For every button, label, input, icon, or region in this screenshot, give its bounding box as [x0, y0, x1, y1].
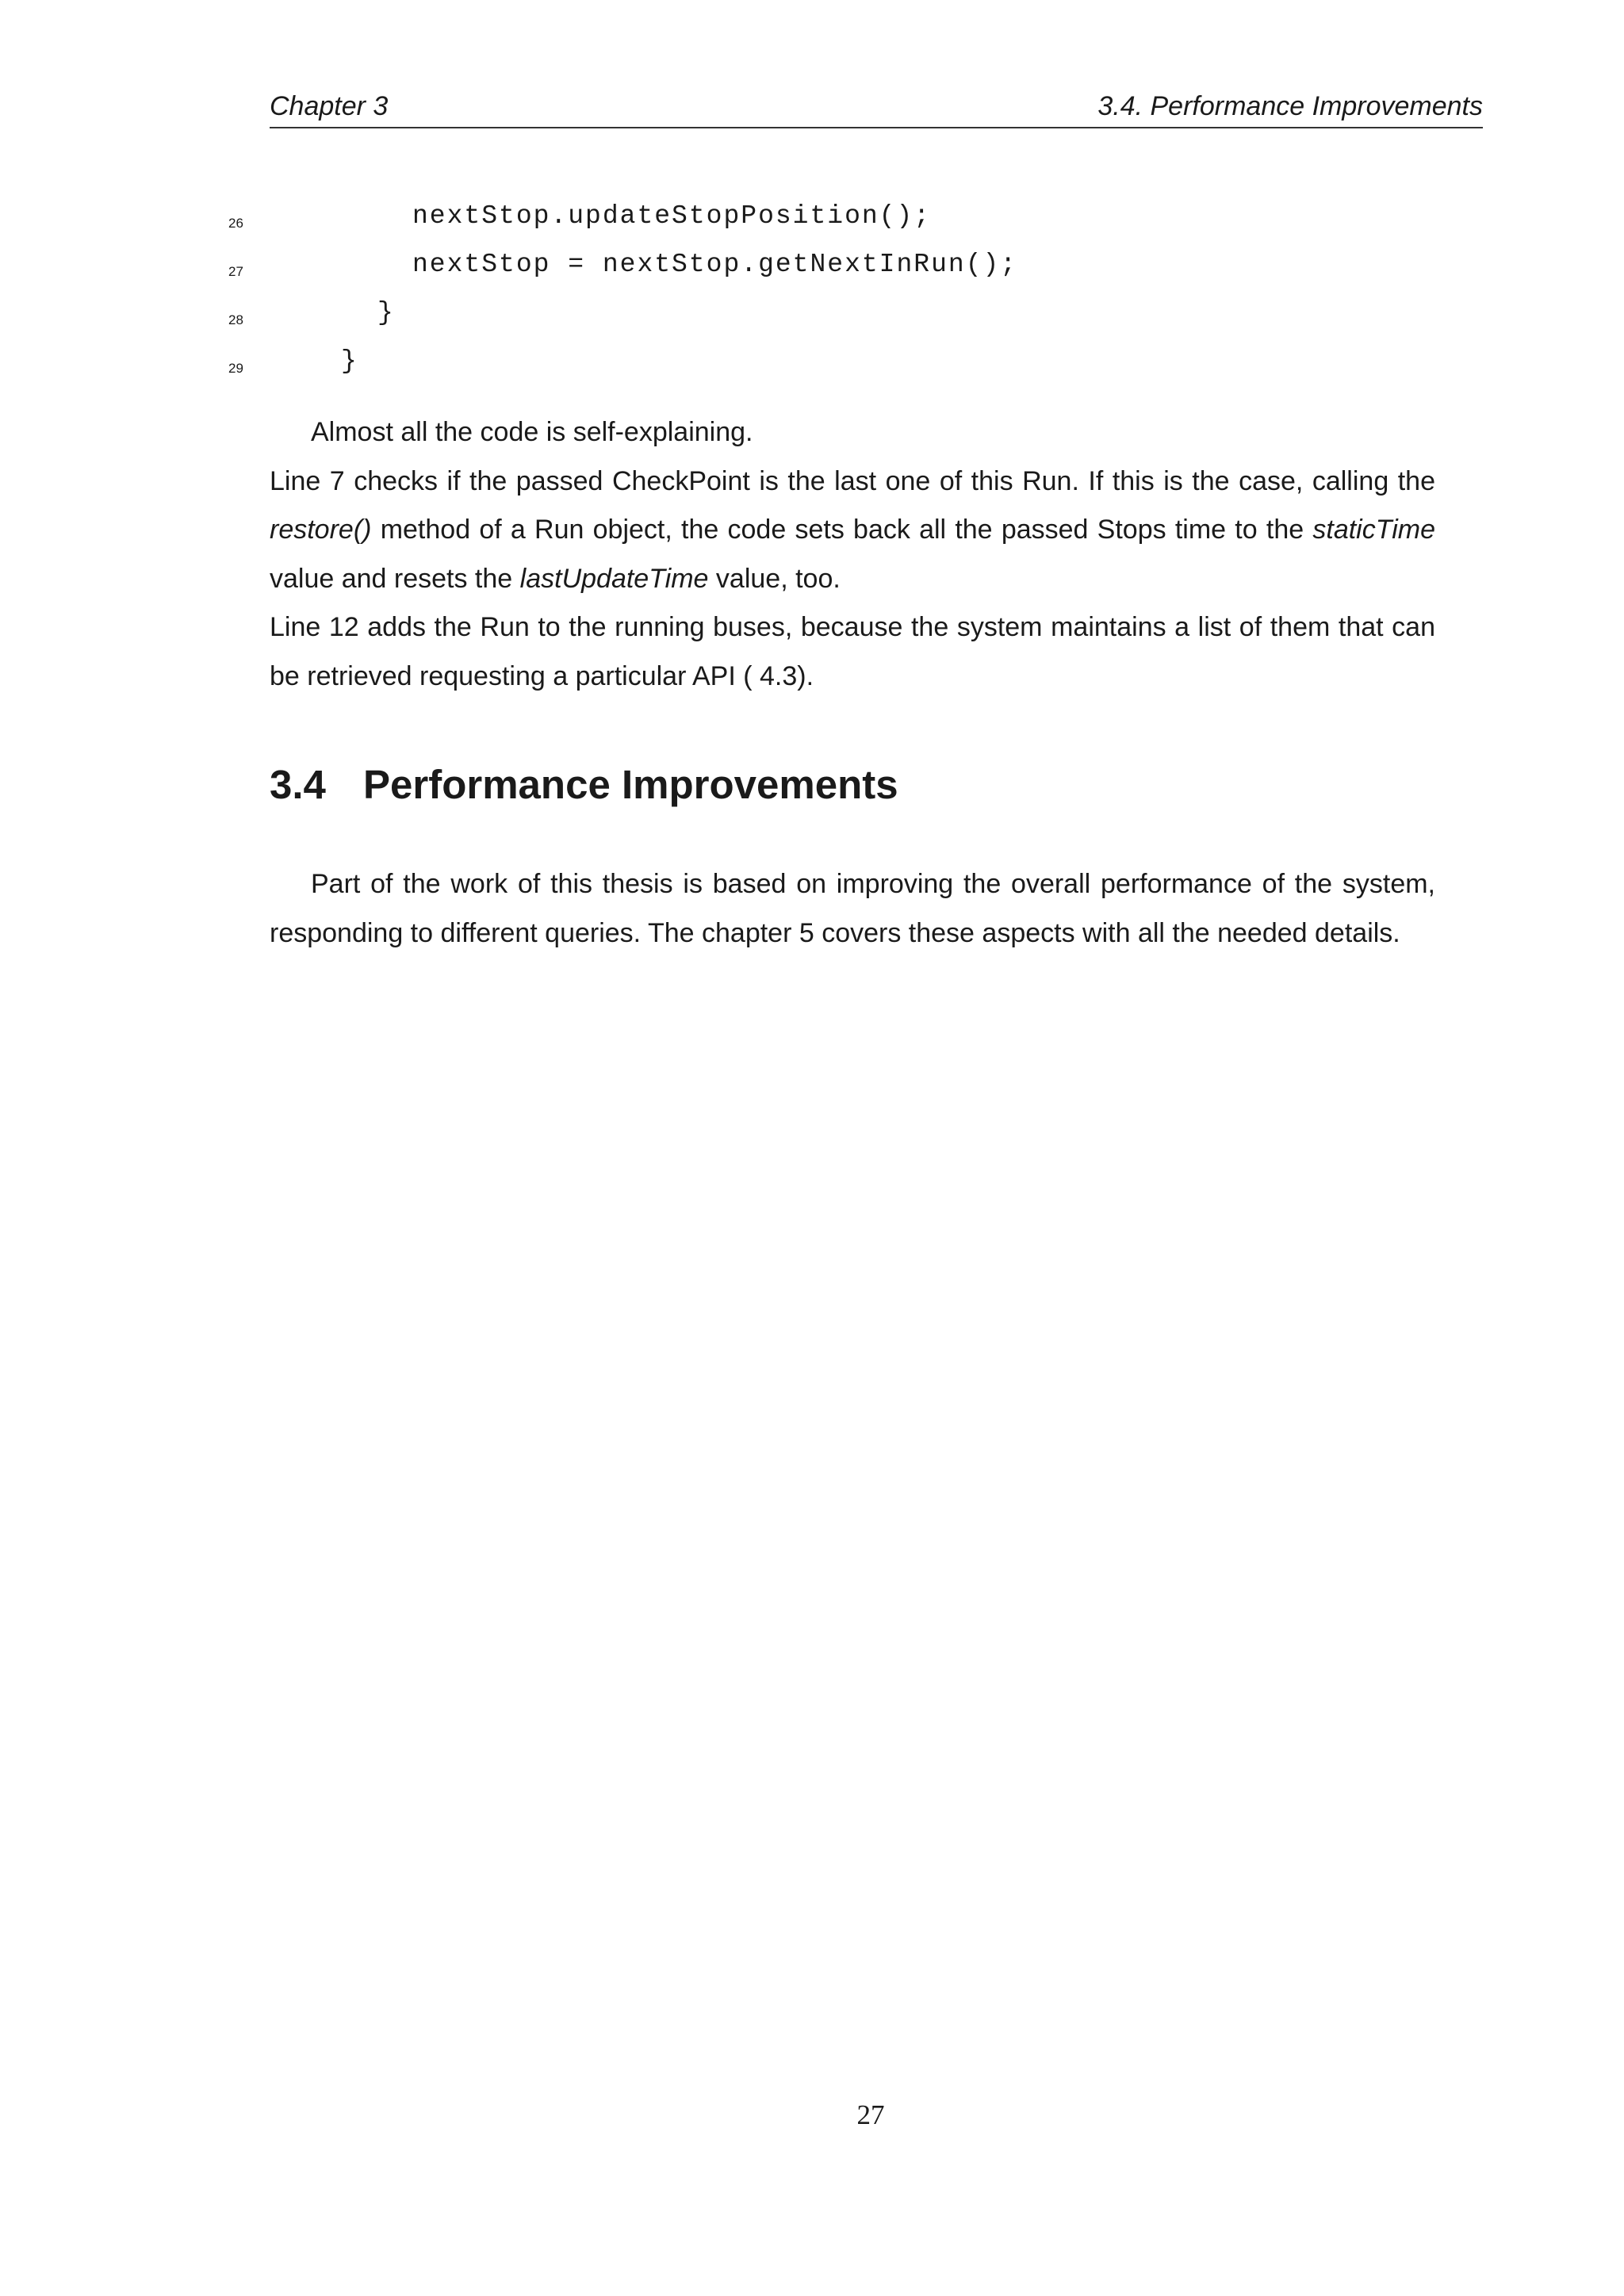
text-run: value, too.	[708, 563, 841, 594]
paragraph	[270, 457, 1435, 604]
line-number: 27	[228, 264, 243, 279]
running-header	[270, 86, 1483, 128]
code-text: nextStop = nextStop.getNextInRun();	[412, 250, 1018, 279]
page-number: 27	[856, 2099, 885, 2130]
header-section: 3.4. Performance Improvements	[1097, 91, 1483, 121]
paragraph: Part of the work of this thesis is based on improving the overall performance of the system, responding to different queries. The chapter 5 covers these aspects with all the needed details.	[270, 869, 1435, 948]
code-reference: staticTime	[1312, 515, 1435, 545]
line-number: 26	[228, 216, 243, 231]
paragraph: Almost all the code is self-explaining.	[311, 417, 753, 447]
code-line	[214, 198, 1483, 247]
text-run: Line 7 checks if the passed CheckPoint is the last one of this Run. If this is the case, calling the	[270, 465, 1435, 496]
section-number: 3.4	[270, 762, 326, 807]
line-number: 29	[228, 361, 243, 376]
text-run: method of a Run object, the code sets back all the passed Stops time to the	[371, 515, 1313, 545]
header-chapter: Chapter 3	[270, 91, 389, 121]
section-heading	[270, 761, 898, 808]
code-line	[214, 247, 1483, 295]
section-title: Performance Improvements	[363, 762, 898, 807]
code-reference: lastUpdateTime	[519, 563, 709, 594]
code-line	[214, 343, 1483, 392]
code-line	[214, 295, 1483, 343]
line-number: 28	[228, 312, 243, 327]
body-paragraphs	[270, 408, 1435, 701]
paragraph	[270, 603, 1435, 701]
text-run: Line 12 adds the Run to the running buses, because the system maintains a list of them that can be retrieved requesting a particular API ( 4.3).	[270, 612, 1435, 691]
section-body	[270, 860, 1435, 958]
code-listing	[214, 198, 1483, 392]
code-text: nextStop.updateStopPosition();	[412, 201, 932, 231]
code-text: }	[377, 298, 395, 327]
text-run: value and resets the	[270, 563, 520, 594]
code-reference: restore()	[270, 515, 372, 545]
code-text: }	[341, 346, 358, 376]
